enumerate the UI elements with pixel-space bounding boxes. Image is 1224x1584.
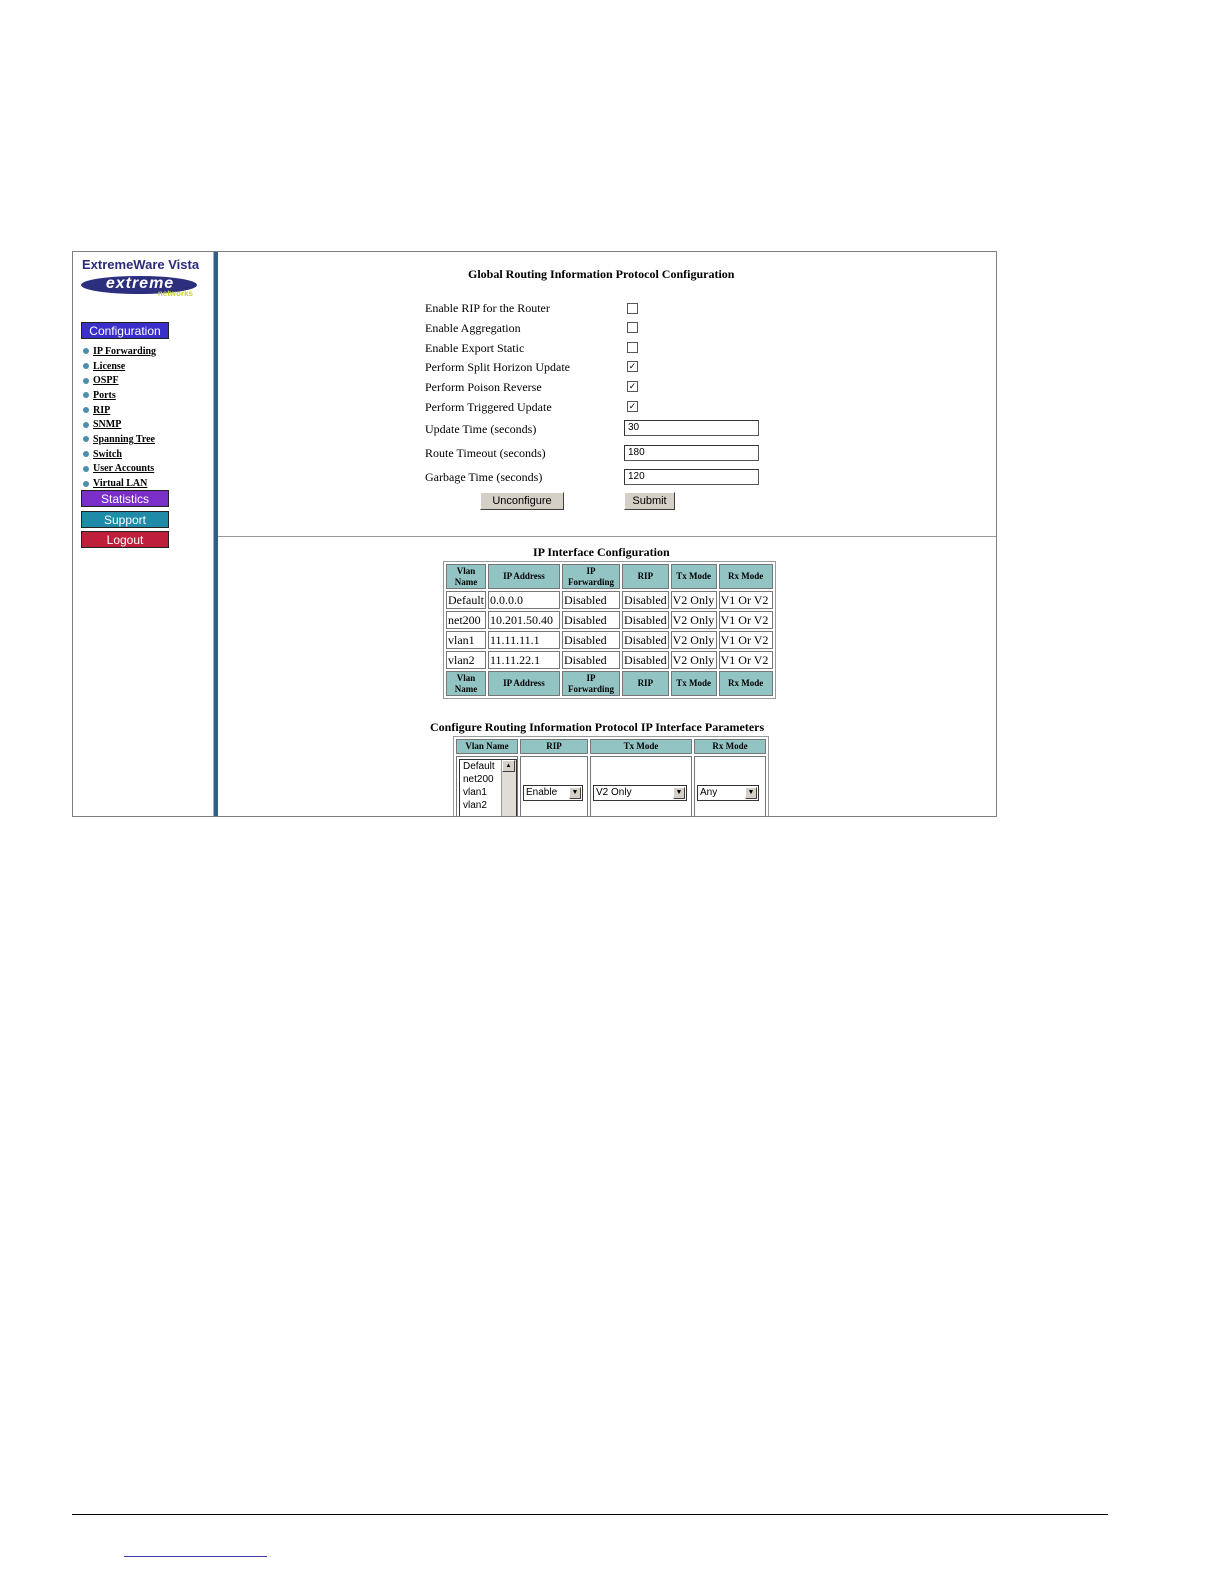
cell: V1 Or V2 [719, 611, 773, 629]
poison-reverse-checkbox[interactable]: ✓ [628, 381, 637, 391]
ip-interface-title: IP Interface Configuration [533, 545, 670, 559]
update-time-label: Update Time (seconds) [425, 422, 537, 436]
page-footer-rule [72, 1514, 1108, 1515]
nav-item-virtual-lan[interactable] [83, 476, 156, 491]
rip-select-value: Enable [526, 787, 558, 798]
nav-link[interactable]: RIP [93, 404, 111, 416]
nav-item-ports[interactable] [83, 388, 156, 403]
col-header: Rx Mode [719, 671, 773, 696]
option-label: Perform Triggered Update [425, 400, 552, 414]
tx-cell [590, 756, 692, 817]
nav-link[interactable]: OSPF [93, 375, 119, 387]
listbox-scrollbar[interactable] [501, 760, 516, 817]
cell: V1 Or V2 [719, 591, 773, 609]
cell: Disabled [562, 651, 620, 669]
col-header: IP Forwarding [562, 671, 620, 696]
enable-rip-checkbox[interactable] [627, 303, 638, 314]
garbage-time-label: Garbage Time (seconds) [425, 470, 543, 484]
logo-sub: networks [157, 289, 193, 298]
statistics-button[interactable]: Statistics [81, 490, 169, 507]
chevron-down-icon[interactable]: ▼ [569, 787, 581, 799]
rx-mode-select[interactable] [697, 785, 759, 801]
col-header: Vlan Name [456, 739, 518, 754]
table-row [456, 756, 766, 817]
table-footer-row [446, 671, 773, 696]
bullet-icon [83, 436, 89, 442]
rx-cell [694, 756, 766, 817]
nav-item-license[interactable] [83, 359, 156, 374]
col-header: Vlan Name [446, 671, 486, 696]
bullet-icon [83, 348, 89, 354]
cell: Default [446, 591, 486, 609]
section-divider [218, 536, 996, 537]
chevron-down-icon[interactable]: ▼ [745, 787, 757, 799]
split-horizon-checkbox[interactable]: ✓ [628, 361, 637, 371]
col-header: IP Address [488, 671, 560, 696]
cell: Disabled [622, 631, 669, 649]
col-header: Tx Mode [671, 671, 717, 696]
nav-link[interactable]: IP Forwarding [93, 345, 157, 357]
list-item[interactable]: vlan2 [463, 800, 487, 811]
cell: V2 Only [671, 591, 717, 609]
nav-item-snmp[interactable] [83, 417, 156, 432]
col-header: Rx Mode [719, 564, 773, 589]
brand-title: ExtremeWare Vista [82, 257, 200, 272]
cell: net200 [446, 611, 486, 629]
nav-item-rip[interactable] [83, 403, 156, 418]
cell: vlan2 [446, 651, 486, 669]
nav-item-spanning-tree[interactable] [83, 432, 156, 447]
col-header: RIP [622, 564, 669, 589]
global-rip-title: Global Routing Information Protocol Configuration [468, 267, 735, 281]
enable-export-static-checkbox[interactable] [627, 342, 638, 353]
list-item[interactable]: net200 [463, 774, 494, 785]
col-header: Rx Mode [694, 739, 766, 754]
submit-button[interactable]: Submit [624, 492, 675, 510]
cell: 11.11.22.1 [488, 651, 560, 669]
option-label: Enable Aggregation [425, 321, 521, 335]
cell: Disabled [622, 611, 669, 629]
cell: Disabled [622, 651, 669, 669]
nav-link[interactable]: Switch [93, 448, 122, 460]
support-button[interactable]: Support [81, 511, 169, 528]
extreme-networks-logo [81, 274, 199, 298]
tx-select-value: V2 Only [596, 787, 632, 798]
cell: 11.11.11.1 [488, 631, 560, 649]
unconfigure-button[interactable]: Unconfigure [480, 492, 564, 510]
bullet-icon [83, 481, 89, 487]
cell: Disabled [562, 631, 620, 649]
cell: 0.0.0.0 [488, 591, 560, 609]
col-header: Tx Mode [590, 739, 692, 754]
tx-mode-select[interactable] [593, 785, 687, 801]
table-header-row [456, 739, 766, 754]
chevron-down-icon[interactable]: ▼ [673, 787, 685, 799]
table-row [446, 651, 773, 669]
bullet-icon [83, 378, 89, 384]
ip-interface-table [443, 561, 776, 699]
rx-select-value: Any [700, 787, 718, 798]
cell: V1 Or V2 [719, 631, 773, 649]
nav-link[interactable]: Ports [93, 389, 116, 401]
option-label: Enable Export Static [425, 341, 525, 355]
nav-item-user-accounts[interactable] [83, 462, 156, 477]
cell: Disabled [622, 591, 669, 609]
rip-params-table [453, 736, 769, 817]
garbage-time-input[interactable]: 120 [624, 469, 759, 485]
cell: V2 Only [671, 651, 717, 669]
col-header: Tx Mode [671, 564, 717, 589]
rip-params-title: Configure Routing Information Protocol IP Interface Parameters [430, 720, 765, 734]
option-label: Perform Poison Reverse [425, 380, 542, 394]
bullet-icon [83, 451, 89, 457]
cell: Disabled [562, 591, 620, 609]
col-header: Vlan Name [446, 564, 486, 589]
update-time-input[interactable]: 30 [624, 420, 759, 436]
option-label: Enable RIP for the Router [425, 301, 550, 315]
vlan-listbox[interactable] [459, 759, 517, 817]
table-header-row [446, 564, 773, 589]
vlan-cell [456, 756, 518, 817]
list-item[interactable]: Default [463, 761, 495, 772]
table-row [446, 591, 773, 609]
nav-item-ospf[interactable] [83, 373, 156, 388]
cell: 10.201.50.40 [488, 611, 560, 629]
table-row [446, 631, 773, 649]
enable-aggregation-checkbox[interactable] [627, 322, 638, 333]
triggered-update-checkbox[interactable]: ✓ [628, 401, 637, 411]
bullet-icon [83, 466, 89, 472]
nav-link[interactable]: SNMP [93, 419, 122, 431]
route-timeout-label: Route Timeout (seconds) [425, 446, 546, 460]
cell: vlan1 [446, 631, 486, 649]
bullet-icon [83, 407, 89, 413]
route-timeout-input[interactable]: 180 [624, 445, 759, 461]
option-label: Perform Split Horizon Update [425, 360, 570, 374]
cell: V2 Only [671, 611, 717, 629]
browser-frame [72, 251, 997, 817]
rip-select[interactable] [523, 785, 583, 801]
nav-link[interactable]: License [93, 360, 126, 372]
col-header: IP Forwarding [562, 564, 620, 589]
logout-button[interactable]: Logout [81, 531, 169, 548]
col-header: IP Address [488, 564, 560, 589]
scroll-up-icon[interactable]: ▲ [502, 760, 515, 772]
rip-cell [520, 756, 588, 817]
cell: V2 Only [671, 631, 717, 649]
nav-link[interactable]: Virtual LAN [93, 478, 148, 490]
nav-item-switch[interactable] [83, 447, 156, 462]
config-nav-list [83, 344, 156, 491]
sidebar [73, 252, 213, 816]
footer-link-underline [124, 1556, 267, 1557]
nav-link[interactable]: User Accounts [93, 463, 155, 475]
list-item[interactable]: vlan1 [463, 787, 487, 798]
logo-word: extreme [105, 275, 175, 292]
configuration-button[interactable]: Configuration [81, 322, 169, 339]
bullet-icon [83, 392, 89, 398]
table-row [446, 611, 773, 629]
col-header: RIP [520, 739, 588, 754]
bullet-icon [83, 363, 89, 369]
col-header: RIP [622, 671, 669, 696]
nav-link[interactable]: Spanning Tree [93, 433, 155, 445]
cell: Disabled [562, 611, 620, 629]
bullet-icon [83, 422, 89, 428]
main-content [218, 252, 996, 816]
cell: V1 Or V2 [719, 651, 773, 669]
nav-item-ip-forwarding[interactable] [83, 344, 156, 359]
